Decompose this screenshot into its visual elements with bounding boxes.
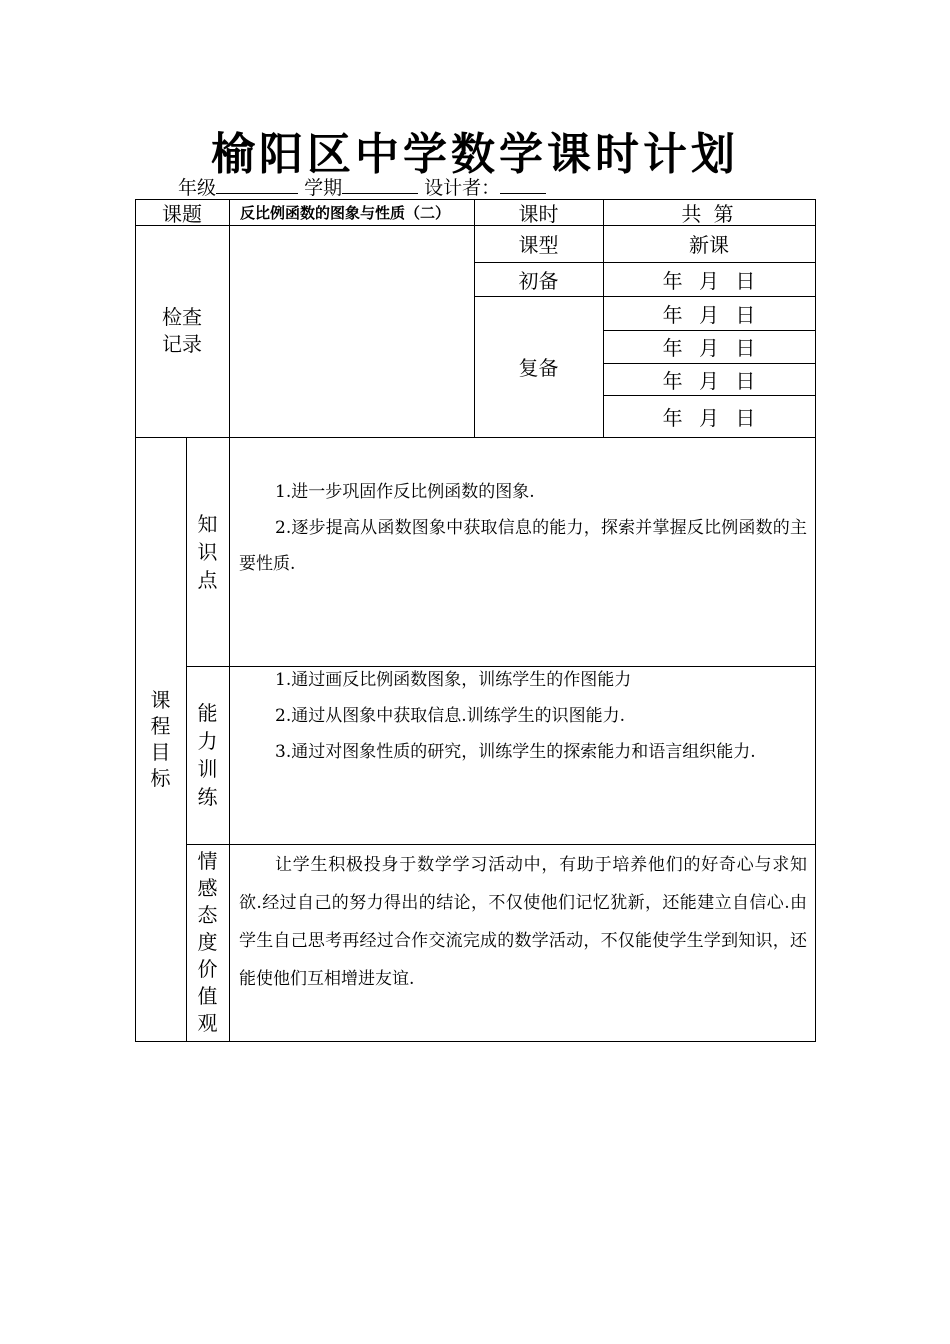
lesson-type-value: 新课 [689,233,729,257]
emotion-content [239,846,807,998]
topic-value: 反比例函数的图象与性质（二） [240,203,451,222]
period-label: 课时 [518,201,559,226]
goals-label [135,437,186,1041]
knowledge-item-2: 2.逐步提高从函数图象中获取信息的能力，探索并掌握反比例函数的主要性质. [239,518,807,574]
emotion-label-text: 情 感 态 度 价 值 观 [197,849,218,1035]
check-record-content[interactable] [230,226,474,437]
grade-blank[interactable] [216,175,298,194]
designer-label: 设计者： [424,177,501,199]
term-label: 学期 [304,177,343,199]
ability-label-text: 能 力 训 练 [197,701,218,809]
emotion-text: 让学生积极投身于数学学习活动中，有助于培养他们的好奇心与求知欲.经过自己的努力得出的结论，不仅使他们记忆犹新，还能建立自信心.由学生自己思考再经过合作交流完成的数学活动，不仅能使学生学到知识，还能使他们互相增进友谊. [239,855,807,989]
page-title: 榆阳区中学数学课时计划 [211,129,739,180]
lesson-type-label: 课型 [518,233,559,257]
review-date-3: 年 月 日 [662,368,756,393]
designer-blank[interactable] [500,175,546,194]
meta-line [178,173,546,200]
period-value: 共 第 [681,201,737,226]
review-date-4: 年 月 日 [662,405,756,430]
ability-item-1: 1.通过画反比例函数图象，训练学生的作图能力 [275,670,632,690]
ability-content [239,662,807,770]
ability-item-2: 2.通过从图象中获取信息.训练学生的识图能力. [275,706,626,726]
knowledge-item-1: 1.进一步巩固作反比例函数的图象. [275,482,535,502]
emotion-label [186,844,229,1041]
prep-date: 年 月 日 [662,268,756,293]
review-date-2: 年 月 日 [662,336,756,360]
ability-item-3: 3.通过对图象性质的研究，训练学生的探索能力和语言组织能力. [275,742,756,762]
grade-label: 年级 [178,177,217,199]
prep-label: 初备 [518,268,559,293]
check-record-text: 检查 记录 [162,305,202,356]
ability-label [186,666,229,844]
goals-label-text: 课 程 目 标 [150,688,171,790]
review-label: 复备 [518,356,559,380]
check-record-label [135,225,229,437]
review-date-1: 年 月 日 [662,302,756,327]
knowledge-label [186,437,229,666]
knowledge-label-text: 知 识 点 [197,511,218,592]
knowledge-content [239,474,807,582]
topic-label: 课题 [162,201,202,226]
term-blank[interactable] [342,175,418,194]
